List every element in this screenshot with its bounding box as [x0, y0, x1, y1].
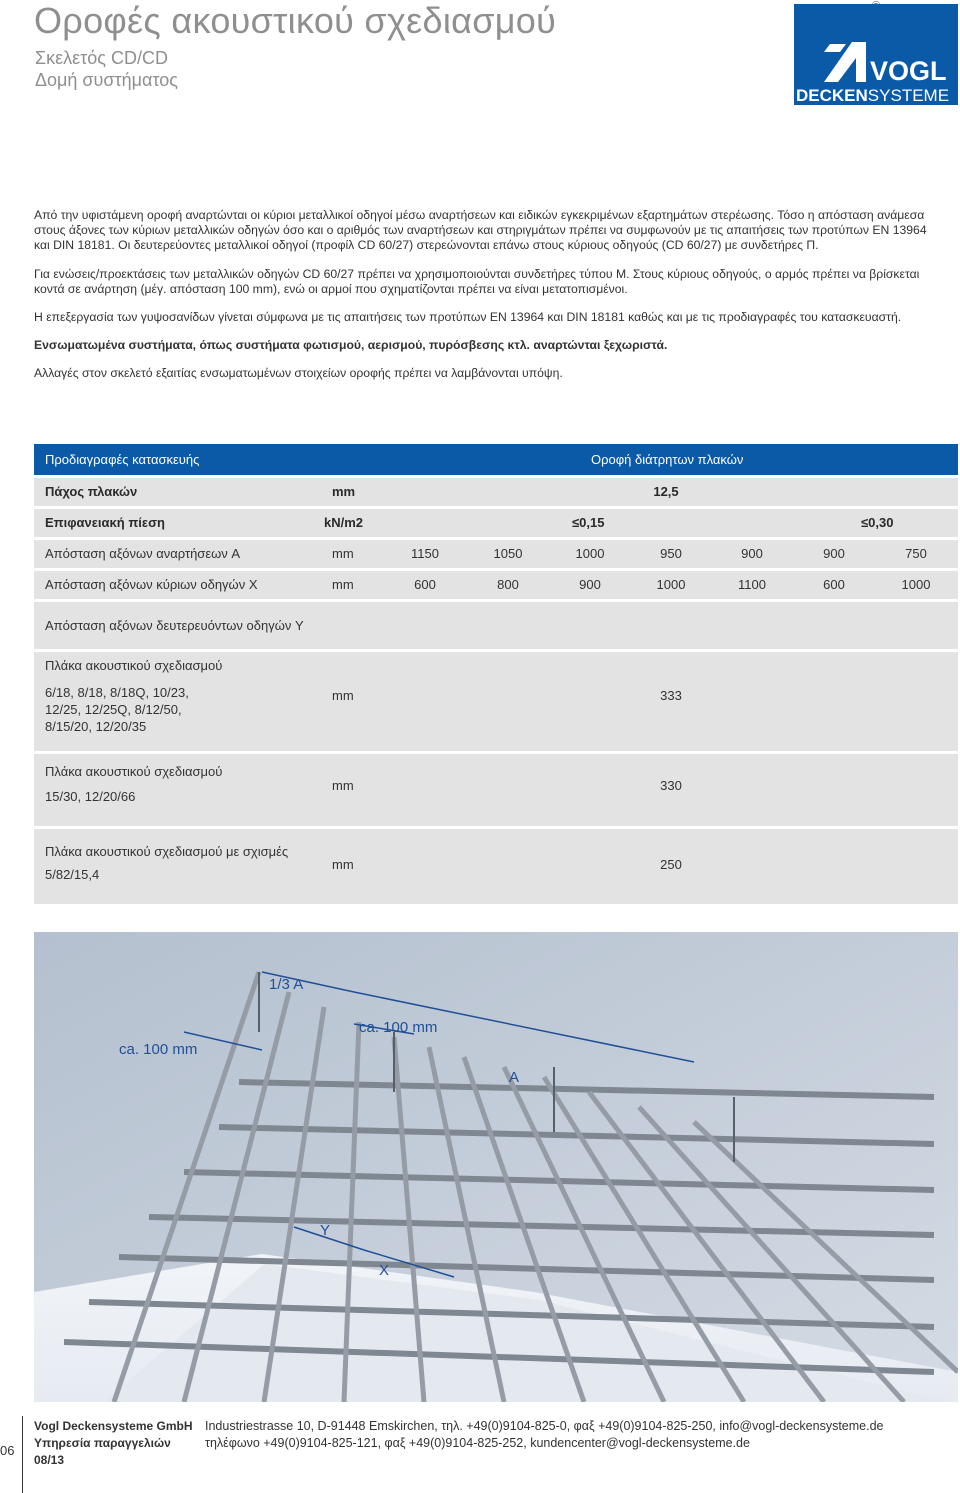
- board3-label: Πλάκα ακουστικού σχεδιασμού με σχισμές: [45, 844, 289, 859]
- thickness-label: Πάχος πλακών: [45, 484, 138, 499]
- label-ca-100-right: ca. 100 mm: [359, 1019, 438, 1036]
- svg-text:DECKENSYSTEME: [796, 86, 949, 105]
- paragraph-1: Από την υφιστάμενη οροφή αναρτώνται οι κύριοι μεταλλικοί οδηγοί μέσω αναρτήσεων και ειδικών εγκεκριμένων εξαρτημάτων στερέωσης. Τόσο η απόσταση ανάμεσα στους άξονες των κύριων μεταλλικών οδηγών όσο και ο αριθμός των αναρτήσεων και στηριγμάτων πρέπει να συμφωνούν με τις απαιτήσεις των προτύπων EN 13964 και DIN 18181. Οι δευτερεύοντες μεταλλικοί οδηγοί (προφίλ CD 60/27) στερεώνονται επάνω στους κύριους οδηγούς (CD 60/27) με συνδετήρες Π.: [34, 208, 927, 253]
- subtitle-line-1: Σκελετός CD/CD: [35, 48, 168, 68]
- label-one-third-a: 1/3 A: [269, 976, 304, 993]
- table-header-right: Οροφή διάτρητων πλακών: [591, 452, 744, 467]
- label-ca-100-left: ca. 100 mm: [119, 1041, 198, 1058]
- main-runner-unit: mm: [332, 577, 354, 592]
- paragraph-5: Αλλαγές στον σκελετό εξαιτίας ενσωματωμένων στοιχείων οροφής πρέπει να λαμβάνονται υπόψη.: [34, 366, 563, 381]
- hanger-value-6: 900: [823, 546, 845, 561]
- label-a: A: [509, 1069, 520, 1086]
- board2-unit: mm: [332, 778, 354, 793]
- board1-label: Πλάκα ακουστικού σχεδιασμού: [45, 658, 223, 673]
- main-value-4: 1000: [656, 577, 686, 592]
- pressure-value-1: ≤0,15: [572, 515, 605, 530]
- table-header: [34, 444, 958, 475]
- department-name: Υπηρεσία παραγγελιών: [34, 1436, 171, 1450]
- logo-text-bold: DECKEN: [796, 86, 868, 105]
- board2-types: 15/30, 12/20/66: [45, 789, 136, 804]
- table-header-left: Προδιαγραφές κατασκευής: [45, 452, 200, 467]
- vogl-logo: [794, 4, 958, 105]
- hanger-value-2: 1050: [493, 546, 523, 561]
- board3-unit: mm: [332, 857, 354, 872]
- page-number: 06: [0, 1443, 15, 1458]
- label-y: Y: [320, 1222, 331, 1239]
- specification-table: [34, 444, 958, 904]
- pressure-label: Επιφανειακή πίεση: [45, 515, 165, 530]
- hanger-value-5: 900: [741, 546, 763, 561]
- secondary-runner-label: Απόσταση αξόνων δευτερευόντων οδηγών Y: [45, 618, 304, 633]
- hanger-value-7: 750: [905, 546, 927, 561]
- board1-value: 333: [660, 688, 682, 703]
- hanger-distance-unit: mm: [332, 546, 354, 561]
- board1-types: 6/18, 8/18, 8/18Q, 10/23, 12/25, 12/25Q, 8/12/50, 8/15/20, 12/20/35: [45, 685, 189, 734]
- footer-address: [205, 1418, 884, 1452]
- logo-text-main: VOGL: [870, 56, 947, 86]
- pressure-value-2: ≤0,30: [861, 515, 894, 530]
- label-x: X: [379, 1262, 390, 1279]
- page-title: Οροφές ακουστικού σχεδιασμού: [34, 0, 557, 41]
- paragraph-4: Ενσωματωμένα συστήματα, όπως συστήματα φωτισμού, αερισμού, πυρόσβεσης κτλ. αναρτώνται ξεχωριστά.: [34, 338, 668, 353]
- board3-value: 250: [660, 857, 682, 872]
- pressure-unit: kN/m2: [324, 515, 364, 530]
- footer-company: [34, 1418, 193, 1469]
- main-value-3: 900: [579, 577, 601, 592]
- main-value-6: 600: [823, 577, 845, 592]
- main-value-7: 1000: [901, 577, 931, 592]
- board2-label: Πλάκα ακουστικού σχεδιασμού: [45, 764, 223, 779]
- paragraph-2: Για ενώσεις/προεκτάσεις των μεταλλικών οδηγών CD 60/27 πρέπει να χρησιμοποιούνται συνδετήρες τύπου Μ. Στους κύριους οδηγούς, ο αρμός πρέπει να βρίσκεται κοντά σε ανάρτηση (μέγ. απόσταση 100 mm), ενώ οι αρμοί που σχηματίζονται πρέπει να είναι μετατοπισμένοι.: [34, 266, 920, 296]
- main-runner-label: Απόσταση αξόνων κύριων οδηγών X: [45, 577, 258, 592]
- board1-unit: mm: [332, 688, 354, 703]
- thickness-unit: mm: [332, 484, 356, 499]
- footer-divider: [22, 1416, 23, 1493]
- hanger-value-1: 1150: [411, 546, 439, 561]
- description-text: [34, 208, 934, 395]
- main-value-5: 1100: [738, 577, 766, 592]
- address-line-1: Industriestrasse 10, D-91448 Emskirchen, τηλ. +49(0)9104-825-0, φαξ +49(0)9104-825-250, info@vogl-deckensysteme.de: [205, 1419, 884, 1433]
- main-value-2: 800: [497, 577, 519, 592]
- issue-date: 08/13: [34, 1453, 65, 1467]
- hanger-distance-label: Απόσταση αξόνων αναρτήσεων A: [45, 546, 241, 561]
- company-name: Vogl Deckensysteme GmbH: [34, 1419, 193, 1433]
- logo-text-light: SYSTEME: [867, 86, 950, 105]
- page-subtitle: [35, 47, 178, 91]
- subtitle-line-2: Δομή συστήματος: [35, 70, 178, 90]
- board2-value: 330: [660, 778, 682, 793]
- main-value-1: 600: [414, 577, 436, 592]
- board3-types: 5/82/15,4: [45, 867, 100, 882]
- address-line-2: τηλέφωνο +49(0)9104-825-121, φαξ +49(0)9104-825-252, kundencenter@vogl-deckensysteme.de: [205, 1436, 750, 1450]
- paragraph-3: Η επεξεργασία των γυψοσανίδων γίνεται σύμφωνα με τις απαιτήσεις των προτύπων EN 13964 και DIN 18181 καθώς και με τις προδιαγραφές του κατασκευαστή.: [34, 310, 902, 325]
- thickness-value: 12,5: [653, 484, 679, 499]
- ceiling-structure-illustration: [34, 932, 958, 1402]
- hanger-value-3: 1000: [575, 546, 605, 561]
- hanger-value-4: 950: [660, 546, 682, 561]
